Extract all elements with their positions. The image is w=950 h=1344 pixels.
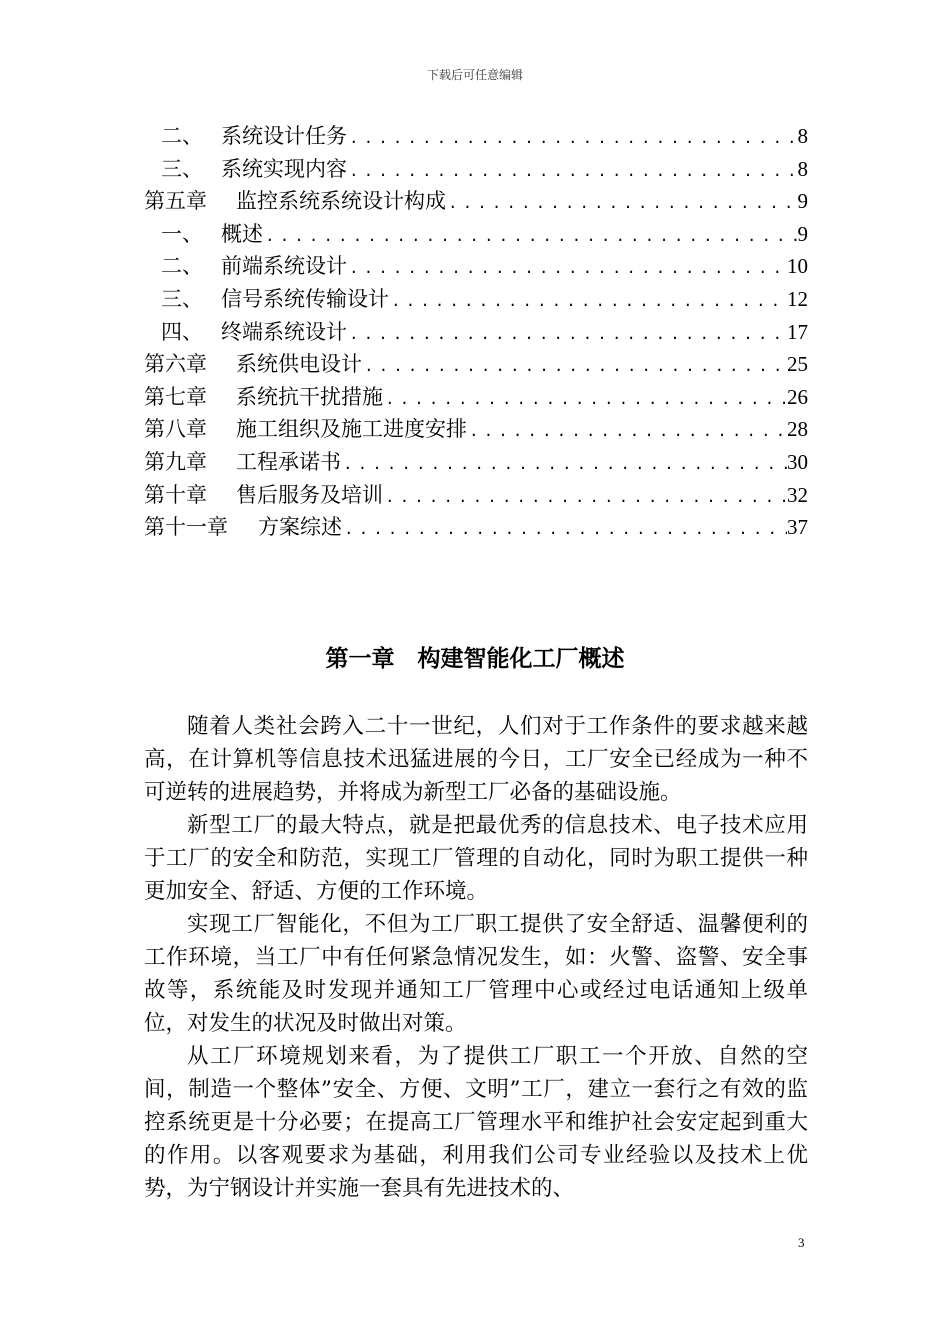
toc-entry[interactable]	[144, 316, 808, 349]
toc-entry-title: 前端系统设计	[221, 254, 347, 279]
toc-dot-leader	[347, 123, 798, 153]
toc-entry-number: 二、	[161, 124, 203, 148]
toc-entry-page: 28	[787, 417, 808, 442]
toc-entry[interactable]	[144, 120, 808, 153]
toc-dot-leader	[383, 482, 787, 512]
toc-entry-number: 一、	[161, 221, 203, 246]
toc-dot-leader	[446, 188, 798, 218]
toc-entry-number: 第七章	[144, 384, 207, 409]
toc-entry[interactable]	[144, 185, 808, 218]
toc-entry-page: 9	[797, 221, 808, 246]
toc-entry-page: 26	[787, 384, 808, 409]
toc-entry[interactable]	[144, 446, 808, 479]
toc-entry[interactable]	[144, 511, 808, 544]
toc-entry-number: 二、	[161, 254, 203, 279]
toc-entry-number: 三、	[161, 156, 203, 181]
toc-entry-title: 系统抗干扰措施	[236, 384, 383, 409]
toc-entry-page: 9	[797, 189, 808, 214]
toc-entry[interactable]	[144, 283, 808, 316]
toc-entry-page: 30	[787, 449, 808, 474]
toc-dot-leader	[263, 221, 798, 251]
toc-dot-leader	[341, 449, 787, 479]
toc-entry[interactable]	[144, 381, 808, 414]
toc-entry-number: 第九章	[144, 449, 207, 474]
toc-entry-number: 三、	[161, 286, 203, 311]
toc-entry-number: 四、	[161, 319, 203, 344]
toc-entry-page: 12	[787, 286, 808, 311]
body-paragraph: 随着人类社会跨入二十一世纪，人们对于工作条件的要求越来越高，在计算机等信息技术迅猛进展的今日，工厂安全已经成为一种不可逆转的进展趋势，并将成为新型工厂必备的基础设施。	[144, 714, 808, 805]
toc-entry-title: 方案综述	[258, 515, 342, 540]
toc-entry-title: 系统实现内容	[221, 156, 347, 181]
toc-entry-title: 终端系统设计	[221, 319, 347, 344]
toc-dot-leader	[389, 286, 787, 316]
body-text	[144, 710, 808, 1205]
toc-entry-page: 10	[787, 254, 808, 279]
body-paragraph: 实现工厂智能化，不但为工厂职工提供了安全舒适、温馨便利的工作环境，当工厂中有任何紧急情况发生，如：火警、盗警、安全事故等，系统能及时发现并通知工厂管理中心或经过电话通知上级单位，对发生的状况及时做出对策。	[144, 912, 808, 1036]
page-number: 3	[798, 1235, 805, 1250]
toc-dot-leader	[347, 156, 798, 186]
toc-entry-number: 第十章	[144, 482, 207, 507]
toc-entry-page: 8	[797, 156, 808, 181]
header-note: 下载后可任意编辑	[426, 68, 523, 82]
toc-entry-page: 25	[787, 352, 808, 377]
toc-entry[interactable]	[144, 250, 808, 283]
toc-entry-title: 监控系统系统设计构成	[236, 189, 446, 214]
toc-entry[interactable]	[144, 218, 808, 251]
toc-entry-page: 32	[787, 482, 808, 507]
toc-dot-leader	[347, 253, 787, 283]
toc-dot-leader	[383, 384, 787, 414]
toc-entry[interactable]	[144, 153, 808, 186]
toc-entry-title: 系统设计任务	[221, 124, 347, 148]
toc-entry[interactable]	[144, 348, 808, 381]
toc-entry-title: 概述	[221, 221, 263, 246]
body-paragraph: 新型工厂的最大特点，就是把最优秀的信息技术、电子技术应用于工厂的安全和防范，实现工厂管理的自动化，同时为职工提供一种更加安全、舒适、方便的工作环境。	[144, 813, 808, 904]
toc-entry-title: 售后服务及培训	[236, 482, 383, 507]
toc-entry-page: 37	[787, 515, 808, 540]
toc-entry-number: 第五章	[144, 189, 207, 214]
toc-entry-title: 施工组织及施工进度安排	[236, 417, 467, 442]
toc-dot-leader	[467, 416, 787, 446]
chapter-title: 第一章 构建智能化工厂概述	[325, 646, 625, 672]
table-of-contents	[144, 120, 808, 544]
body-paragraph: 从工厂环境规划来看，为了提供工厂职工一个开放、自然的空间，制造一个整体”安全、方便、文明”工厂，建立一套行之有效的监控系统更是十分必要；在提高工厂管理水平和维护社会安定起到重大的作用。以客观要求为基础，利用我们公司专业经验以及技术上优势，为宁钢设计并实施一套具有先进技术的、	[144, 1044, 808, 1201]
toc-entry-number: 第八章	[144, 417, 207, 442]
toc-dot-leader	[362, 351, 787, 381]
toc-entry-page: 8	[797, 124, 808, 148]
toc-dot-leader	[347, 319, 787, 349]
toc-entry-page: 17	[787, 319, 808, 344]
toc-entry-number: 第十一章	[144, 515, 228, 540]
toc-entry-title: 系统供电设计	[236, 352, 362, 377]
toc-dot-leader	[342, 514, 787, 544]
toc-entry[interactable]	[144, 479, 808, 512]
toc-entry-title: 工程承诺书	[236, 449, 341, 474]
toc-entry-number: 第六章	[144, 352, 207, 377]
toc-entry-title: 信号系统传输设计	[221, 286, 389, 311]
toc-entry[interactable]	[144, 413, 808, 446]
